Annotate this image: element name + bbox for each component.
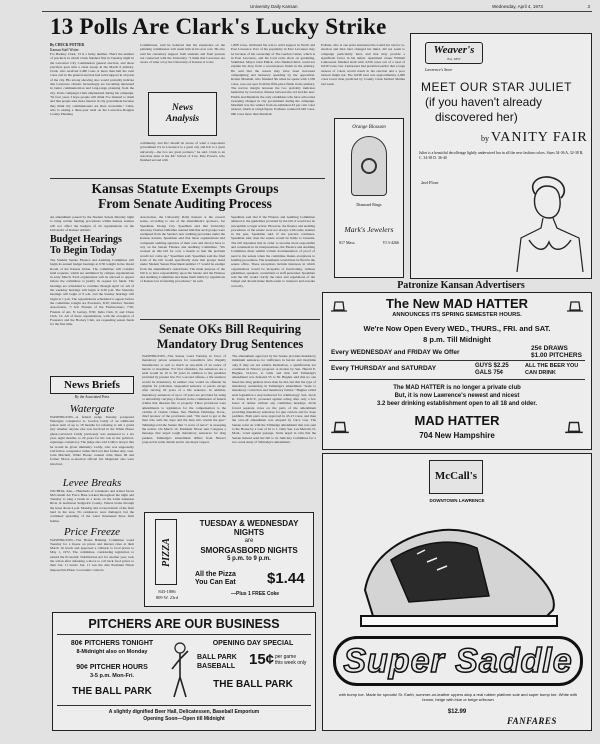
lead-byline-role: Kansan Staff Writer	[50, 47, 79, 52]
marks-address: 817 Mass.	[339, 240, 356, 245]
pizza-days	[187, 519, 311, 564]
mad-hatter-address: 704 New Hampshire	[419, 431, 495, 440]
mccalls-fanfares: FANFARES	[507, 716, 557, 726]
weavers-floor: 2nd Floor	[421, 180, 439, 185]
marks-contact	[339, 240, 399, 245]
lead-text-5: Pollster, who at one point announced he would not run for re-election and then later changed his mind, did not seem to campaign particularly hard, and that may provide a significant factor in his defeat. Apartment owner William Lamoreaux finished sixth with 4,556 votes out of a total of 6,639 votes cast. Lamoreaux had predicted earlier that a large turnout of voters would result in his election and a poor turnout might not. The 6,638 total was approximately 2,000 votes lower than predicted by County Clerk Delbert Mathia last week.	[321, 43, 405, 85]
marks-tagline: Orange Blossom	[352, 125, 386, 130]
kansas-text-2: Association, the University Daily Kansan or the concert series, according to one of the amendment's sponsors, Joe Speelman, Dodge City. Speelman said that University Attorney Charles Oldfather assured him that such groups were exempted from the Senate's new auditing procedure under the Kansas statutes. Speelman said that those organizations had competent auditing agencies of their own and did not have to rely on the Senate Finance and Auditing Committee. "We worked on this bill for over a month so that the problem would not come up," Speelman said. Speelman said the final form of the bill would specifically state that groups listed under Student Senate Enactment number 17 would be exempt from the amendment's restrictions. The main purpose of the bill is to have responsibility upon the Senate and the Finance and Auditing Committee and make them liable by regulations of Kansas law in funding procedures," he said.	[140, 215, 225, 284]
pizza-nights: NIGHTS	[233, 528, 265, 537]
levee-text: WICHITA, Kan.—Hundreds of volunteers and armed forces McConnell Air Force Base worked throughout the night and Tuesday to plug a break in a levee on the Little Arkansas River in northwest Sedgwick County. Waters broke through the levee about 4 p.m. Monday and covered much of the farm land in the area. No residences were damaged, but the continued spreading of the water threatened three farm homes.	[50, 488, 134, 523]
weavers-brand: VANITY FAIR	[491, 130, 588, 145]
pitchers-opening: OPENING DAY SPECIAL	[212, 640, 294, 647]
pizza-offer	[195, 571, 236, 587]
mad-hatter-club-block	[323, 384, 591, 408]
pizza-vertical-box	[155, 519, 177, 585]
news-briefs-box	[50, 376, 134, 394]
kansas-text-3: Speelman said that if the Finance and Auditing Committee adhered to the guidelines provided by the bill, it would not be susceptible to legal action. However, the finance and auditing procedures of the senate were not always with some statutes in the past, Speelman said. If the practice continues, Speelman said, then the senate would be liable to lawsuits. The bill stipulates that in order to become more responsible and consistent in its interpretations, the Finance and Auditing Committee must submit written documentation of proof of need to the senate when the committee makes exceptions to funding procedures. The statements would then be filed in the senate office. These exceptions include instances in which organizations would be incapable of functioning, without guidelines, speakers, consultants or staff personnel. Speelman said the bill would clarify the rules and regulations of the budget and should make them easier to interpret and execute correctly.	[231, 215, 315, 288]
mad-hatter-sub: ANNOUNCES ITS SPRING SEMESTER HOURS.	[392, 312, 522, 318]
mad-hatter-ad	[322, 292, 592, 450]
pitchers-p1: 80¢ PITCHERS TONIGHT	[70, 640, 154, 647]
pitchers-title: PITCHERS ARE OUR BUSINESS	[88, 617, 280, 631]
pitchers-per-block	[275, 654, 306, 666]
pizza-can: You Can Eat	[195, 579, 236, 586]
weavers-logo-box	[425, 42, 483, 64]
mad-hatter-draws: 25¢ DRAWS	[531, 345, 568, 352]
weavers-ad	[410, 33, 592, 279]
mad-hatter-gals: GALS 75¢	[475, 370, 504, 376]
mad-hatter-prices-1	[531, 345, 582, 359]
lead-text-1: For Barkley Clark, 13 is a lucky number. That's the number of precincts in which Clark finished first in Tuesday night in the Lawrence City Commission general election, and those precincts gave him a clean sweep in the March 6 primary. Clark, who received 2,460 votes or more than half the total votes cast in the general election had solid support in all parts of the city. His strong showing also would probably indicate that Lawrence citizens increasingly are becoming interested in better communication and long-range planning from the city. In his campaign Clark emphasized during his campaign. "In four years I hope people will think I've listened to them and that people take more interest in city government because they think city commissioners are more accessible." Clark, who is ending a three-year term on the Lawrence-Douglas County Planning	[50, 52, 134, 117]
weavers-tagline: Lawrence's Store	[425, 67, 453, 72]
weavers-by: by	[481, 134, 489, 143]
marks-logo: Mark's Jewelers	[344, 225, 394, 234]
news-briefs-title: News Briefs	[64, 379, 120, 391]
senate-headline	[142, 322, 318, 352]
mad-hatter-open: We're Now Open Every WED., THURS., FRI. and SAT.	[363, 324, 551, 333]
pitchers-p1b: 8-Midnight also on Monday	[76, 649, 148, 655]
pitchers-per: per game	[275, 654, 297, 660]
watergate-text: WASHINGTON—A federal judge Tuesday postponed Watergate conspirator G. Gordon Liddy of an additional prison term of up to 18 months for refusing to tell a grand jury whether anyone else was involved in the White House ghost-convicted. Liddy previously was sentenced to a six year, eight months, to 20 years for his role in the political-espionage conspiracy. The judge also told Liddy's lawyer that he would be given immunity. Liddy, who was supposedly told fellow conspirator James McCord that former Atty. Gen. John Mitchell, White House counsel John Dean III and former Nixon re-election official Jeb Magruder also were involved.	[50, 414, 134, 466]
watergate-headline: Watergate	[69, 402, 115, 415]
lead-column-2	[140, 43, 225, 175]
pizza-price: $1.44	[267, 570, 305, 587]
marks-note: Diamond Rings	[356, 202, 382, 207]
pizza-all: All the Pizza	[195, 571, 236, 578]
pizza-coke: —Plus 1 FREE Coke	[231, 591, 280, 597]
news-briefs	[50, 376, 134, 580]
pitchers-name: THE BALL PARK	[72, 686, 152, 697]
pitchers-p2b: 3-5 p.m. Mon-Fri.	[90, 673, 134, 679]
mccalls-description: with bump toe. Made for sprouts! Sr. Earth, summer-on-leather uppers atop a real rubber platform sole and super bump toe. White with brown, beige with blue or beige w/brown	[338, 692, 578, 702]
mad-hatter-name: MAD HATTER	[414, 413, 500, 428]
mad-hatter-thurs-sat: Every THURSDAY and SATURDAY	[331, 365, 437, 372]
weavers-juliet: JULIET	[528, 80, 572, 94]
pitchers-ad	[52, 612, 316, 731]
mccalls-logo-box	[429, 460, 483, 494]
mccalls-price: $12.99	[447, 709, 467, 715]
senate-text-2: The amendment approved by the Senate provides mandatory minimum sentences for traffickers in heroin and morphine only if they are not addicts themselves, a qualification not contained in Nixon's proposal. A motion by Sen. Harold E. Hughes, D-Iowa, to table and thus kill Talmadge's amendment was defeated 55 to 36. Hughes said that no one hated the drug pushers more than he did, but that the type of mandatory sentencing in Talmadge's amendment "leads to mandatory conviction and mandatory failure." Hughes called such legislation a step backward for criminology. Sen. Jacob K. Javits, R-N.Y., protested against acting after only a few hours of debate without any committee hearings. Javits forced separate votes on the parts of the amendment providing mandatory sentences for gun carriers and for dope peddlers. Both parts were approved in 45-13 votes, and then the over-all amendment was adopted by voice vote. The Senate went on with the Talmadge amendment that was sent to the House by a vote of 61 to 1. Only Sen. Lee Metcalf, D-Mont., voted against passage. Javits urged in vain that the Senate instead send the bill to its Judiciary Committee for a two-week study of Talmadge's amendment.	[232, 354, 316, 444]
kansas-headline-line-2: From Senate Auditing Process	[98, 196, 272, 211]
mad-hatter-all: ALL THE BEER YOU CAN DRINK	[525, 363, 579, 376]
lead-byline: By CHUCK POTTER	[50, 43, 85, 47]
mad-hatter-prices-2	[475, 363, 509, 377]
baseball-player-icon	[170, 641, 190, 701]
budget-text: The Student Senate Finance and Auditing Committee will begin its annual budget hearings at 6:30 tonight in the Oread Room of the Kansas Union. The committee will consider fund requests, which are submitted by campus organizations in early March. Each organization will be allowed to appear before the committee to justify its request for funds. The hearings are scheduled to continue through April 12. All of the weekday hearings will begin at 6:30 p.m. The Saturday hearings will begin at 9 a.m. and the Sunday hearings will begin at 1 p.m. The organizations scheduled to appear before the committee tonight are Forensics, 6:30; Outdoor Student Association, 7; KU Friends of the Farmworkers, 7:30; Friends of Art, 8; Galaxy, 8:30; India Club, 9; and Chess Club, 10. All of these organizations, with the exception of Forensics and the Hockey Club, are requesting senate funds for the first time.	[50, 258, 134, 327]
super-saddle-brand: Super Saddle	[343, 641, 573, 680]
pitchers-name-2: THE BALL PARK	[213, 679, 293, 690]
saddle-shoe-illustration	[351, 510, 567, 630]
weavers-line3: discovered her)	[435, 110, 518, 124]
senate-text-1: WASHINGTON—The Senate voted Tuesday in favor of mandatory prison sentences for nonaddicts who illegally manufacture or sell so much as one-tenth of an ounce of heroin or morphine. For first offenders, the sentences are a term would be 10 to 30 years in addition to the penalties provided by present law. For a second offense, a life sentence would be mandatory. In neither case would an offender be eligible for probation, suspended sentence or parole except after serving 20 years of a life sentence. In addition, mandatory sentences of up to 10 years are provided for using or unlawfully carrying a firearm in the commission of federal crimes that threaten life or property. Three provisions were amendments to legislation for the compensation to the victims of violent crimes. Sen. Herman Talmadge, D-Ga., chief sponsor of the provisions said, "We need to get at the man who sells the dope and the man who wields the gun." Talmadge told the Senate that "a wave of terror" is sweeping the nation. On March 10, President Nixon sent Congress a message that urged tough mandatory sentences for drug pushers. Talmadge's amendment differs from Nixon's proposal in some details and in one major respect.	[142, 354, 226, 444]
news-briefs-byline: By the Associated Press	[74, 395, 110, 399]
mccalls-sub: DOWNTOWN LAWRENCE	[429, 498, 485, 503]
pitchers-rule-2	[57, 705, 311, 706]
mad-hatter-rule-1	[329, 360, 585, 361]
lead-column-4	[321, 43, 405, 85]
news-analysis-label: News Analysis	[165, 103, 200, 124]
header-page-number: 3	[587, 4, 590, 9]
mad-hatter-time: 8 p.m. Till Midnight	[423, 335, 491, 344]
weavers-meet: MEET OUR STAR	[421, 80, 526, 94]
mccalls-logo: McCall's	[434, 470, 478, 482]
lead-text-4: 1,808 votes, attributed his win to solid support in North and East Lawrence. Part of his popularity in East Lawrence may be because of his ownership of The Garden Center, which is in East Lawrence, and his local radio show on gardening. Stumbled, Mayor John Emick, who finished third, could not explain his drop from a second-place finish in the primary. He said that the reason may have been increased campaigning and monetary spending by the opposition. Robert Marshall, who finished 5th when he spoke with 1,539 votes, rose one spot from his fifth-place finish in the primary. The narrow margin between the two probably indicates hesitation by Lawrence citizens between the old and the new. Emick and Marshall, the only candidates who have advocated sweeping changes in city government during the campaign. Marshall was the winner from an estimated 43 per cent voter turnout, which is a high figure. Pollsters counted 6,529 votes, 960 votes more than Marshall.	[231, 43, 315, 116]
mccalls-ad	[322, 453, 592, 731]
weavers-meet-line	[421, 80, 572, 94]
weavers-est: Est. 1857	[447, 57, 461, 61]
mad-hatter-every-wed: Every WEDNESDAY and FRIDAY We Offer	[331, 349, 460, 356]
levee-headline: Levee Breaks	[62, 476, 122, 489]
section-rule-1	[50, 178, 325, 179]
lead-headline: 13 Polls Are Clark's Lucky Strike	[50, 14, 387, 39]
lead-text-3: community, and KU should be aware of what a responsive government it's in Lawrence is a great city and KU is a great university—the two are great partners," he said. Clark is an associate dean at the KU School of Law. Pete Powers, who finished second with	[140, 141, 225, 163]
patronize-banner: Patronize Kansan Advertisers	[397, 280, 525, 291]
lead-text-2: Commission, said he believed that his experience on the planning commission will assist him in his new role. He also said his customary support from students and from persons not connected with the University. "I think that Lawrence are aware of what a boy the University of Kansas is to the	[140, 43, 225, 65]
pitchers-footer-line: A slightly dignified Beer Hall, Delicatessen, Baseball Emporium	[108, 709, 260, 715]
marks-phone: VI 3-4266	[382, 240, 399, 245]
pitchers-left	[57, 639, 167, 696]
pitchers-p2: 90¢ PITCHER HOURS	[76, 664, 148, 671]
ring-icon	[361, 158, 377, 174]
mad-hatter-guys: GUYS $2.25	[475, 363, 509, 369]
weavers-description: Juliet is a beautiful decolletage lightly underwired bra in all the new fashion colors. Sizes 34-36 A, 32-38 B, C. 34-38 D. 36-40	[419, 151, 584, 160]
senate-headline-line-2: Mandatory Drug Sentences	[156, 337, 304, 351]
price-headline: Price Freeze	[63, 525, 121, 538]
kansas-text-1: An amendment passed by the Student Senate Monday night to bring certain funding procedures within Kansas statutes will not affect the budgets of all organizations on the University of Kansas' Athletic	[50, 215, 134, 231]
marks-jewelers-ad	[334, 118, 404, 278]
page-header	[42, 3, 592, 12]
budget-headline: Budget Hearings To Begin Today	[50, 234, 122, 256]
pitchers-rule	[57, 634, 311, 635]
pizza-phone: 843-1886	[158, 589, 176, 594]
pitchers-right	[193, 639, 313, 648]
pitchers-footer	[53, 709, 315, 723]
mad-hatter-rule-2	[329, 379, 585, 380]
budget-story	[50, 234, 134, 368]
model-illustration	[507, 172, 589, 276]
pizza-contact	[149, 589, 185, 600]
kansas-headline-line-1: Kansas Statute Exempts Groups	[91, 181, 279, 196]
mad-hatter-club: The MAD HATTER is no longer a private club	[393, 385, 521, 391]
super-saddle-banner	[333, 636, 583, 686]
kansas-headline	[50, 181, 320, 211]
mad-hatter-newest: But, it is now Lawrence's newest and nicest	[394, 393, 520, 399]
senate-headline-line-1: Senate OKs Bill Requiring	[158, 322, 302, 336]
news-analysis-box	[148, 92, 217, 136]
pitchers-ball: BALL PARK	[197, 654, 237, 661]
weavers-line2: (if you haven't already	[425, 95, 543, 109]
pizza-days-line: TUESDAY & WEDNESDAY	[199, 519, 299, 528]
section-rule-2	[140, 319, 320, 320]
pizza-smorg: SMORGASBORD NIGHTS	[200, 546, 298, 555]
pizza-are: are	[244, 538, 254, 544]
mad-hatter-pitchers: $1.00 PITCHERS	[531, 352, 582, 359]
pitchers-open: Opening Soon—Open till Midnight	[143, 716, 225, 722]
pizza-vertical-label: PIZZA	[160, 537, 172, 567]
lead-column-1	[50, 43, 134, 178]
ring-box-illustration	[351, 136, 387, 196]
pizza-hours: 5 p.m. to 9 p.m.	[227, 556, 271, 562]
pitchers-baseball: BASEBALL	[197, 663, 236, 670]
pizza-ad	[144, 512, 314, 607]
header-date: Wednesday, April 4, 1973	[492, 4, 543, 9]
weavers-logo: Weaver's	[433, 44, 475, 56]
header-paper-name: University Daily Kansan	[250, 4, 298, 9]
pitchers-price: 15¢	[249, 651, 275, 668]
price-text: WASHINGTON—The House Banking Committee voted Tuesday for a freeze on prices and interest rates at their March 16 levels and approved a rollback to food prices to May 1, 1972. The committee, considering legislation to extend the Economic Stabilization Act for another year, took the action after defeating a move to roll back food prices to their Jan. 11 levels. Jan. 11 was the date President Nixon imposed his Phase 3 economic controls.	[50, 537, 134, 572]
pitchers-ball-block	[197, 653, 237, 671]
mad-hatter-bar: 3.2 beer drinking establishment open to all 18 and older.	[376, 401, 538, 407]
pitchers-week: this week only	[275, 660, 307, 666]
lead-column-3	[231, 43, 315, 176]
pizza-address: 809 W. 23rd	[155, 594, 179, 600]
mad-hatter-title: The New MAD HATTER	[385, 296, 529, 311]
